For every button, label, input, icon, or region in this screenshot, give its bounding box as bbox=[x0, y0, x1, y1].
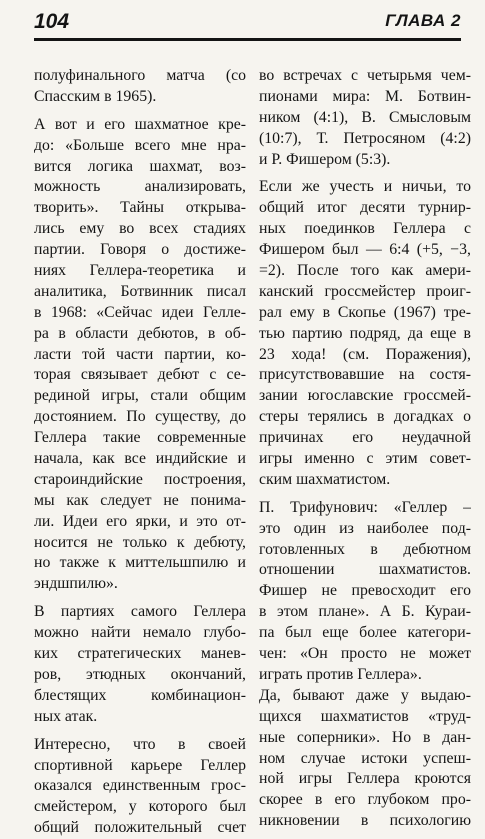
text-line: ких стратегических манев- bbox=[34, 645, 246, 663]
text-line: ра в области дебютов, в об- bbox=[34, 324, 246, 342]
text-line: общий положительный счет bbox=[34, 819, 246, 837]
text-line: (10:7), Т. Петросяном (4:2) bbox=[259, 129, 471, 147]
right-text-column bbox=[259, 66, 471, 832]
text-line: спортивной карьере Геллер bbox=[34, 756, 246, 774]
text-line: ных атак. bbox=[34, 707, 98, 725]
text-line: скорее в его глубоком про- bbox=[259, 791, 471, 809]
text-line: во встречах с четырьмя чем- bbox=[259, 67, 471, 84]
text-line: Интересно, что в своей bbox=[34, 735, 246, 753]
text-line: вится логика шахмат, воз- bbox=[34, 157, 246, 175]
text-line: игры именно с этим совет- bbox=[259, 450, 471, 468]
page-number: 104 bbox=[34, 10, 70, 33]
text-line: причинах его неудачной bbox=[259, 429, 471, 447]
text-line: творить». Тайны открыва- bbox=[34, 199, 246, 217]
text-line: В партиях самого Геллера bbox=[34, 603, 246, 621]
text-line: рал ему в Скопье (1967) тре- bbox=[259, 303, 471, 321]
text-line: ли. Идеи его ярки, и это от- bbox=[34, 512, 246, 530]
text-line: начала, как все индийские и bbox=[34, 450, 246, 468]
text-line: пионами мира: М. Ботвин- bbox=[259, 87, 471, 105]
text-line: ные соперники». Но в дан- bbox=[259, 728, 471, 746]
left-text-column bbox=[34, 66, 246, 839]
text-line: блестящих комбинацион- bbox=[34, 686, 246, 704]
text-line: па был еще более категори- bbox=[259, 624, 471, 642]
running-head-chapter: ГЛАВА 2 bbox=[385, 11, 461, 30]
text-line: ной игры Геллера кроются bbox=[259, 770, 471, 788]
text-line: ниях Геллера-теоретика и bbox=[34, 262, 246, 280]
text-line: достоянием. По существу, до bbox=[34, 408, 246, 426]
text-line: это один из наиболее под- bbox=[259, 519, 471, 537]
text-line: отношении шахматистов. bbox=[259, 561, 471, 579]
page-header bbox=[34, 8, 461, 41]
text-line: чен: «Он просто не может bbox=[259, 645, 471, 663]
text-line: носится не только к дебюту, bbox=[34, 533, 246, 551]
text-line: но также к миттельшпилю и bbox=[34, 554, 246, 572]
text-line: тью партию подряд, да еще в bbox=[259, 324, 471, 342]
text-line: торая связывает дебют с се- bbox=[34, 366, 246, 384]
text-line: готовленных в дебютном bbox=[259, 540, 471, 558]
text-line: и Р. Фишером (5:3). bbox=[259, 150, 391, 168]
text-line: в этом плане». А Б. Кураи- bbox=[259, 603, 471, 621]
text-line: ном случае истоки успеш- bbox=[259, 749, 471, 767]
text-line: староиндийские построения, bbox=[34, 470, 246, 488]
text-line: ником (4:1), В. Смысловым bbox=[259, 108, 471, 126]
text-line: Геллера такие современные bbox=[34, 429, 246, 447]
text-line: А вот и его шахматное кре- bbox=[34, 115, 246, 133]
text-line: Фишером был — 6:4 (+5, −3, bbox=[259, 241, 471, 259]
text-line: ским шахматистом. bbox=[259, 470, 391, 488]
text-line: лись ему во всех стадиях bbox=[34, 220, 246, 238]
text-line: можно найти немало глубо- bbox=[34, 624, 246, 642]
text-line: стеры терялись в догадках о bbox=[259, 408, 471, 426]
text-line: присутствовавшие на состя- bbox=[259, 366, 471, 384]
text-line: Спасским в 1965). bbox=[34, 87, 157, 105]
text-line: до: «Больше всего мне нра- bbox=[34, 136, 246, 154]
text-line: партии. Говоря о достиже- bbox=[34, 241, 246, 259]
text-line: никновении в психологию bbox=[259, 812, 471, 830]
text-line: щихся шахматистов «труд- bbox=[259, 707, 471, 725]
text-line: =2). После того как амери- bbox=[259, 262, 471, 280]
text-line: Фишер не превосходит его bbox=[259, 582, 471, 600]
text-line: П. Трифунович: «Геллер – bbox=[259, 498, 471, 516]
text-line: оказался единственным грос- bbox=[34, 777, 246, 795]
text-line: ров, этюдных окончаний, bbox=[34, 665, 246, 683]
text-line: рединой игры, стали общим bbox=[34, 387, 246, 405]
text-line: аналитика, Ботвинник писал bbox=[34, 282, 246, 300]
text-line: мы как следует не понима- bbox=[34, 491, 246, 509]
text-line: ных поединков Геллера с bbox=[259, 220, 471, 238]
text-line: Да, бывают даже у выдаю- bbox=[259, 686, 471, 704]
text-line: смейстером, у которого был bbox=[34, 798, 246, 816]
text-line: играть против Геллера». bbox=[259, 665, 422, 683]
text-line: канский гроссмейстер проиг- bbox=[259, 282, 471, 300]
text-line: можность анализировать, bbox=[34, 178, 246, 196]
text-line: в 1968: «Сейчас идеи Гелле- bbox=[34, 303, 246, 321]
text-line: ласти той части партии, ко- bbox=[34, 345, 246, 363]
text-line: Если же учесть и ничьи, то bbox=[259, 178, 471, 196]
text-line: 23 хода! (см. Поражения), bbox=[259, 345, 471, 363]
text-line: зании югославские гроссмей- bbox=[259, 387, 471, 405]
text-line: полуфинального матча (со bbox=[34, 67, 246, 84]
text-line: общий итог десяти турнир- bbox=[259, 199, 471, 217]
text-line: эндшпилю». bbox=[34, 575, 118, 593]
